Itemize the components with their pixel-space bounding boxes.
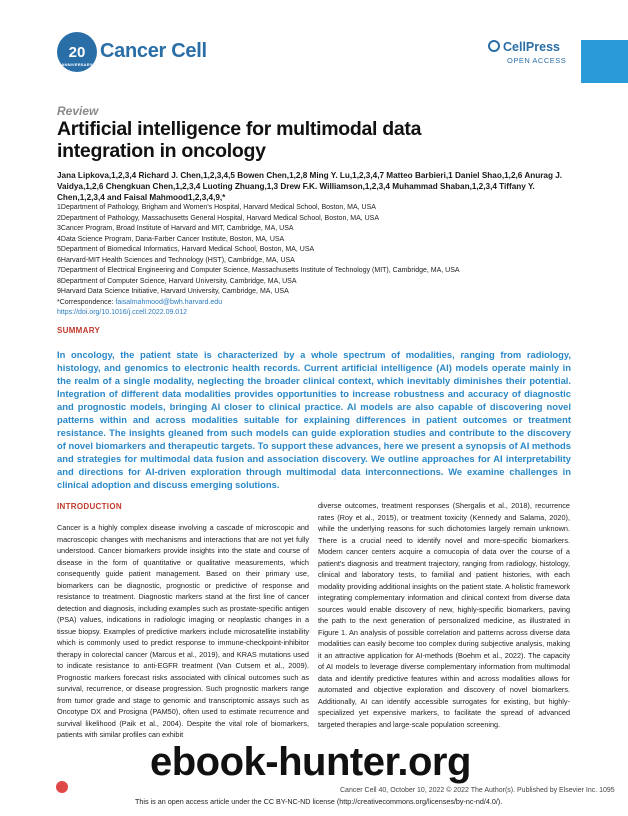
logo-number: 20 — [68, 43, 86, 61]
article-type: Review — [57, 104, 99, 118]
watermark: ebook-hunter.org — [150, 740, 471, 784]
summary-text: In oncology, the patient state is characterized by a whole spectrum of modalities, ranging from radiology, histology, and genomics to electronic health records. Current artificial intelligence (AI) models operate mainly in the realm of a single modality, neglecting the broader clinical context, which inevitably diminishes their potential. Integration of different data modalities provides opportunities to increase robustness and accuracy of diagnostic and prognostic models, bringing AI closer to clinical practice. AI models are also capable of discovering novel patterns within and across modalities suitable for explaining differences in patient outcomes or treatment resistance. The insights gleaned from such models can guide exploration studies and contribute to the discovery of novel biomarkers and therapeutic targets. To support these advances, here we present a synopsis of AI methods and strategies for multimodal data fusion and association discovery. We outline approaches for AI interpretability and directions for AI-driven exploration through multimodal data interconnections. We examine challenges in clinical adoption and discuss emerging solutions. — [57, 349, 571, 490]
page-header — [0, 0, 628, 92]
correspondence-label: *Correspondence: — [57, 298, 116, 306]
cellpress-icon — [488, 40, 500, 52]
affiliations — [57, 203, 577, 319]
affiliation-3: 3Cancer Program, Broad Institute of Harvard and MIT, Cambridge, MA, USA — [57, 225, 294, 232]
affiliation-6: 6Harvard-MIT Health Sciences and Technology (HST), Cambridge, MA, USA — [57, 256, 295, 264]
introduction-heading: INTRODUCTION — [57, 502, 122, 511]
footer-citation: Cancer Cell 40, October 10, 2022 © 2022 The Author(s). Published by Elsevier Inc. 1095 — [340, 787, 615, 794]
affiliation-4: 4Data Science Program, Dana-Farber Cancer Institute, Boston, MA, USA — [57, 235, 285, 243]
affiliation-5: 5Department of Biomedical Informatics, Harvard Medical School, Boston, MA, USA — [57, 246, 315, 253]
publisher-logo[interactable] — [488, 40, 560, 54]
affiliation-2: 2Department of Pathology, Massachusetts General Hospital, Harvard Medical School, Boston, MA, USA — [57, 214, 380, 222]
affiliation-8: 8Department of Computer Science, Harvard University, Cambridge, MA, USA — [57, 277, 297, 285]
author-list: Jana Lipkova,1,2,3,4 Richard J. Chen,1,2,3,4,5 Bowen Chen,1,2,8 Ming Y. Lu,1,2,3,4,7 Matteo Barbieri,1 Daniel Shao,1,2,6 Anurag J. Vaidya,1,2,6 Chengkuan Chen,1,2,3,4 Luoting Zhuang,1,3 Drew F.K. Williamson,1,2,3,4 Muhammad Shaban,1,2,3,4 Tiffany Y. Chen,1,2,3,4 and Faisal Mahmood1,2,3,4,9,* — [57, 171, 563, 202]
correspondence — [57, 298, 577, 309]
logo-sub: ANNIVERSARY — [61, 62, 93, 67]
affiliation-1: 1Department of Pathology, Brigham and Women's Hospital, Harvard Medical School, Boston, MA, USA — [57, 204, 376, 211]
correspondence-email-link[interactable]: faisalmahmood@bwh.harvard.edu — [115, 298, 223, 306]
accent-bar — [581, 40, 628, 83]
publisher-name: CellPress — [503, 40, 560, 54]
affiliation-7: 7Department of Electrical Engineering and Computer Science, Massachusetts Institute of Technology (MIT), Cambridge, MA, USA — [57, 267, 460, 274]
affiliation-9: 9Harvard Data Science Initiative, Harvard University, Cambridge, MA, USA — [57, 288, 289, 295]
intro-right-column: diverse outcomes, treatment responses (Shergalis et al., 2018), recurrence rates (Roy et al., 2015), or treatment toxicity (Kennedy and Salama, 2020), while the underlying reasons for such dichotomies largely remain unknown. There is a crucial need to identify novel and more-specific biomarkers. Modern cancer centers acquire a cornucopia of data over the course of a patient's diagnosis and treatment trajectory, ranging from radiology, histology, clinical and laboratory tests, to familial and patient histories, with each modality providing additional insights on the patient state. A holistic framework integrating complementary information and clinical context from diverse data sources would enable discovery of new, highly-specific biomarkers, paving the path to the next generation of personalized medicine, as illustrated in Figure 1. An analysis of possible correlation and patterns across diverse data modalities can easily become too complex during subjective analysis, making it an attractive application for AI-methods (Boehm et al., 2022). The capacity of AI models to leverage diverse complementary information from multimodal data and identify predictive features within and across modalities allows for automated and objective exploration and discovery of novel biomarkers. Additionally, AI can identify accessible surrogates for existing, but highly-specialized yet expensive markers, to facilitate the spread of advanced targeted therapies and large-scale population screening. — [318, 501, 570, 729]
open-access-label: OPEN ACCESS — [507, 56, 567, 65]
journal-name[interactable]: Cancer Cell — [100, 40, 207, 62]
check-for-updates-icon[interactable] — [56, 781, 68, 793]
intro-left-column: Cancer is a highly complex disease involving a cascade of microscopic and macroscopic changes with mechanisms and interactions that are not yet fully understood. Cancer biomarkers provide insights into the state and course of disease in the form of quantitative or qualitative measurements, which consequently guide patient management. Based on their primary use, biomarkers can be diagnostic, prognostic or predictive of response and resistance to treatment. Diagnostic markers stand at the first line of cancer detection and diagnosis, including examples such as prostate-specific antigen (PSA) values, indications in radiologic imaging or neoplastic changes in a tissue biopsy. Examples of predictive markers include microsatellite instability which is commonly used to predict response to immune-checkpoint-inhibitor therapy in colorectal cancer (Marcus et al., 2019), and KRAS mutations used to indicate resistance to anti-EGFR treatment (Van Cutsem et al., 2009). Prognostic markers forecast risks associated with clinical outcomes such as survival, recurrence, or disease progression. Such prognostic markers range from tumor grade and stage to genomic and transcriptomic assays such as Oncotype DX and Prosigna (PAM50), often used to estimate recurrence and survival likelihood (Paik et al., 2004). Despite the vital role of biomarkers, patients with similar profiles can exhibit — [57, 523, 309, 739]
anniversary-logo — [57, 32, 97, 72]
footer-license: This is an open access article under the CC BY-NC-ND license (http://creativecommons.org/licenses/by-nc-nd/4.0/). — [135, 797, 503, 806]
article-title: Artificial intelligence for multimodal data integration in oncology — [57, 118, 422, 162]
doi-link[interactable]: https://doi.org/10.1016/j.ccell.2022.09.012 — [57, 309, 187, 316]
summary-heading: SUMMARY — [57, 326, 101, 335]
